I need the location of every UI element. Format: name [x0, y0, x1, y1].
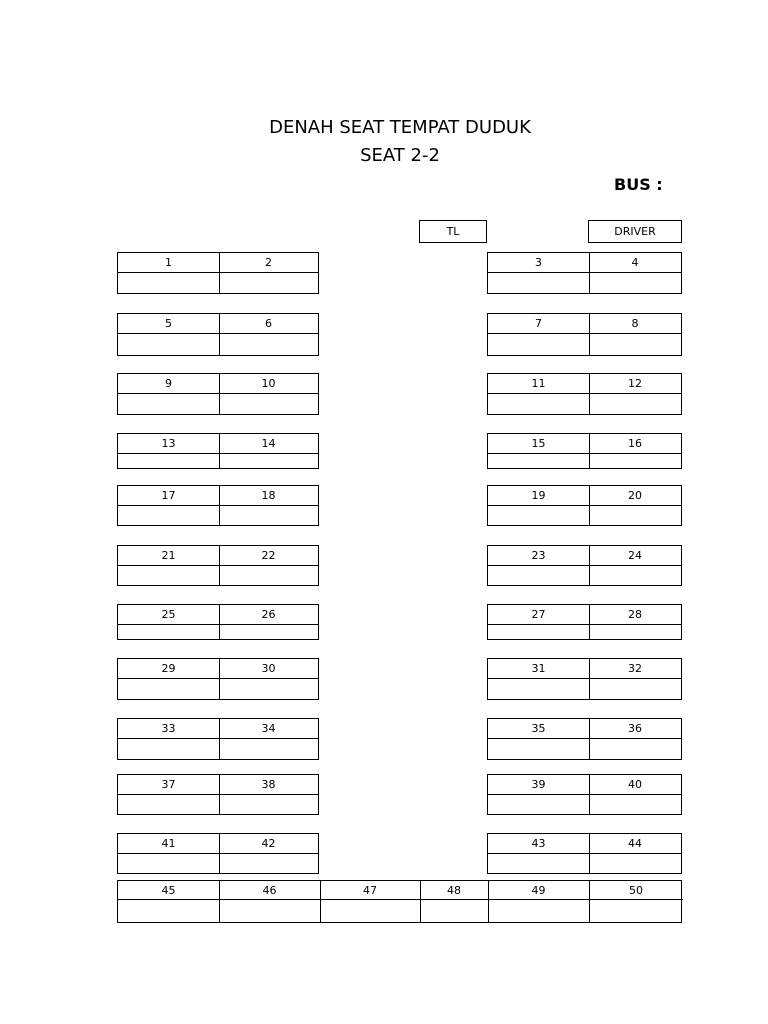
- seat-pair: [487, 658, 682, 700]
- seat-divider: [219, 719, 220, 759]
- seat-name-cell[interactable]: [488, 334, 589, 355]
- seat-name-cell[interactable]: [488, 854, 589, 873]
- seat-name-cell[interactable]: [219, 900, 320, 922]
- seat-name-cell[interactable]: [420, 900, 488, 922]
- seat-number: 9: [118, 374, 219, 394]
- seat-number: 13: [118, 434, 219, 454]
- seat-pair: [487, 774, 682, 815]
- seat-name-cell[interactable]: [488, 506, 589, 525]
- seat-number: 29: [118, 659, 219, 679]
- seat-number: 12: [589, 374, 681, 394]
- seat-name-cell[interactable]: [219, 394, 318, 414]
- back-row: [117, 880, 682, 923]
- seat-pair: [117, 252, 319, 294]
- seat-number: 25: [118, 605, 219, 625]
- seat-name-cell[interactable]: [589, 334, 681, 355]
- seat-name-cell[interactable]: [118, 795, 219, 814]
- seat-pair: [117, 833, 319, 874]
- seat-divider: [219, 486, 220, 525]
- seat-number: 4: [589, 253, 681, 273]
- seat-divider: [589, 834, 590, 873]
- seat-number: 5: [118, 314, 219, 334]
- seat-divider: [219, 775, 220, 814]
- seat-number: 48: [420, 881, 488, 900]
- seat-name-cell[interactable]: [219, 273, 318, 293]
- seat-name-cell[interactable]: [219, 739, 318, 759]
- seat-name-cell[interactable]: [118, 566, 219, 585]
- seat-divider: [589, 881, 590, 922]
- seat-name-cell[interactable]: [118, 273, 219, 293]
- seat-divider: [219, 659, 220, 699]
- seat-divider: [219, 881, 220, 922]
- seat-number: 14: [219, 434, 318, 454]
- seat-name-cell[interactable]: [589, 900, 683, 922]
- seat-divider: [589, 659, 590, 699]
- seat-number: 7: [488, 314, 589, 334]
- seat-number: 50: [589, 881, 683, 900]
- seat-name-cell[interactable]: [320, 900, 420, 922]
- seat-name-cell[interactable]: [488, 394, 589, 414]
- seat-pair: [487, 313, 682, 356]
- seat-divider: [219, 834, 220, 873]
- seat-number: 6: [219, 314, 318, 334]
- seat-divider: [589, 546, 590, 585]
- seat-divider: [219, 253, 220, 293]
- seat-number: 21: [118, 546, 219, 566]
- tl-box: TL: [419, 220, 487, 243]
- seat-pair: [117, 545, 319, 586]
- seat-name-cell[interactable]: [118, 506, 219, 525]
- seat-number: 23: [488, 546, 589, 566]
- seat-pair: [487, 373, 682, 415]
- seat-name-cell[interactable]: [488, 273, 589, 293]
- seat-pair: [487, 252, 682, 294]
- seat-divider: [589, 314, 590, 355]
- seat-name-cell[interactable]: [118, 739, 219, 759]
- seat-name-cell[interactable]: [118, 334, 219, 355]
- seat-divider: [589, 434, 590, 468]
- seat-name-cell[interactable]: [488, 679, 589, 699]
- seat-pair: [117, 658, 319, 700]
- seat-name-cell[interactable]: [589, 394, 681, 414]
- seat-name-cell[interactable]: [589, 566, 681, 585]
- seat-number: 16: [589, 434, 681, 454]
- seat-divider: [320, 881, 321, 922]
- seat-name-cell[interactable]: [219, 854, 318, 873]
- seat-number: 15: [488, 434, 589, 454]
- seat-pair: [117, 313, 319, 356]
- seat-number: 39: [488, 775, 589, 795]
- seat-number: 46: [219, 881, 320, 900]
- seat-number: 1: [118, 253, 219, 273]
- seat-divider: [589, 775, 590, 814]
- seat-number: 49: [488, 881, 589, 900]
- seat-divider: [589, 374, 590, 414]
- seat-number: 24: [589, 546, 681, 566]
- seat-divider: [219, 546, 220, 585]
- seat-divider: [589, 719, 590, 759]
- seat-name-cell[interactable]: [488, 454, 589, 468]
- seat-pair: [117, 604, 319, 640]
- seat-name-cell[interactable]: [219, 795, 318, 814]
- seat-name-cell[interactable]: [488, 566, 589, 585]
- seat-pair: [487, 604, 682, 640]
- seat-name-cell[interactable]: [118, 679, 219, 699]
- seat-number: 19: [488, 486, 589, 506]
- page-title-line1: DENAH SEAT TEMPAT DUDUK: [269, 117, 531, 138]
- seat-divider: [219, 434, 220, 468]
- seat-name-cell[interactable]: [219, 454, 318, 468]
- seat-pair: [117, 718, 319, 760]
- seat-divider: [589, 486, 590, 525]
- seat-number: 22: [219, 546, 318, 566]
- seat-name-cell[interactable]: [589, 679, 681, 699]
- seat-name-cell[interactable]: [219, 566, 318, 585]
- seat-name-cell[interactable]: [589, 739, 681, 759]
- seat-number: 8: [589, 314, 681, 334]
- seat-number: 36: [589, 719, 681, 739]
- seat-pair: [117, 373, 319, 415]
- seat-name-cell[interactable]: [589, 454, 681, 468]
- seat-number: 42: [219, 834, 318, 854]
- seat-number: 28: [589, 605, 681, 625]
- seat-number: 17: [118, 486, 219, 506]
- seat-divider: [219, 314, 220, 355]
- seat-number: 43: [488, 834, 589, 854]
- seat-name-cell[interactable]: [219, 625, 318, 639]
- seat-number: 31: [488, 659, 589, 679]
- page-title-line2: SEAT 2-2: [360, 145, 440, 166]
- seat-name-cell[interactable]: [488, 795, 589, 814]
- seat-number: 38: [219, 775, 318, 795]
- seat-number: 3: [488, 253, 589, 273]
- seat-divider: [589, 605, 590, 639]
- seat-name-cell[interactable]: [219, 334, 318, 355]
- seat-number: 30: [219, 659, 318, 679]
- seat-divider: [420, 881, 421, 922]
- seat-number: 47: [320, 881, 420, 900]
- seat-divider: [219, 605, 220, 639]
- seat-number: 44: [589, 834, 681, 854]
- seat-name-cell[interactable]: [488, 739, 589, 759]
- seat-name-cell[interactable]: [219, 679, 318, 699]
- seat-number: 45: [118, 881, 219, 900]
- seat-number: 41: [118, 834, 219, 854]
- seat-pair: [487, 545, 682, 586]
- bus-label: BUS :: [614, 175, 663, 194]
- seat-number: 10: [219, 374, 318, 394]
- seat-pair: [117, 485, 319, 526]
- seat-divider: [589, 253, 590, 293]
- seat-name-cell[interactable]: [118, 394, 219, 414]
- seat-name-cell[interactable]: [589, 795, 681, 814]
- seat-name-cell[interactable]: [118, 454, 219, 468]
- seat-number: 2: [219, 253, 318, 273]
- seat-divider: [488, 881, 489, 922]
- seat-number: 26: [219, 605, 318, 625]
- seat-name-cell[interactable]: [488, 900, 589, 922]
- seat-name-cell[interactable]: [219, 506, 318, 525]
- seat-name-cell[interactable]: [118, 625, 219, 639]
- seat-number: 40: [589, 775, 681, 795]
- seat-pair: [487, 718, 682, 760]
- seat-pair: [487, 833, 682, 874]
- seat-number: 33: [118, 719, 219, 739]
- seat-name-cell[interactable]: [118, 854, 219, 873]
- seat-name-cell[interactable]: [488, 625, 589, 639]
- seat-pair: [487, 433, 682, 469]
- seat-name-cell[interactable]: [589, 854, 681, 873]
- seat-number: 18: [219, 486, 318, 506]
- seat-pair: [117, 433, 319, 469]
- seat-number: 27: [488, 605, 589, 625]
- seat-number: 11: [488, 374, 589, 394]
- seat-name-cell[interactable]: [118, 900, 219, 922]
- seat-divider: [219, 374, 220, 414]
- seat-pair: [117, 774, 319, 815]
- seat-name-cell[interactable]: [589, 273, 681, 293]
- seat-number: 37: [118, 775, 219, 795]
- driver-box: DRIVER: [588, 220, 682, 243]
- seat-name-cell[interactable]: [589, 506, 681, 525]
- seat-number: 32: [589, 659, 681, 679]
- seat-number: 34: [219, 719, 318, 739]
- seat-number: 35: [488, 719, 589, 739]
- seat-name-cell[interactable]: [589, 625, 681, 639]
- seat-pair: [487, 485, 682, 526]
- seat-number: 20: [589, 486, 681, 506]
